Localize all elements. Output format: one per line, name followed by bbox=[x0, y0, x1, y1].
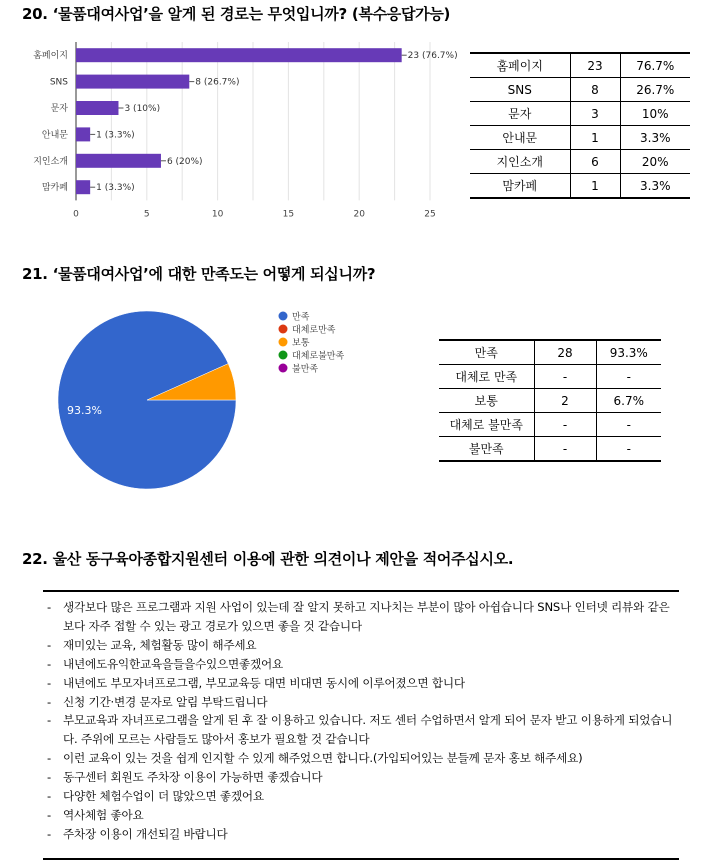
table-row bbox=[439, 365, 661, 389]
category-label: 안내문 bbox=[41, 130, 68, 141]
comment-item: - 재미있는 교육, 체험활동 많이 해주세요 bbox=[47, 636, 679, 655]
comment-item: - 내년에도 부모자녀프로그램, 부모교육등 대면 비대면 동시에 이루어졌으면 합니다 bbox=[47, 674, 679, 693]
category-label: 지인소개 bbox=[33, 156, 68, 167]
legend-marker bbox=[279, 351, 288, 360]
legend-label: 대체로만족 bbox=[292, 325, 336, 336]
pie-slice-label: 93.3% bbox=[67, 404, 102, 417]
legend-label: 대체로불만족 bbox=[292, 351, 345, 362]
legend-marker bbox=[279, 312, 288, 321]
table-cell: - bbox=[596, 437, 661, 462]
table-cell: 20% bbox=[620, 150, 690, 174]
table-cell: - bbox=[534, 365, 596, 389]
table-cell: 93.3% bbox=[596, 340, 661, 365]
q22-title: 22. 울산 동구육아종합지원센터 이용에 관한 의견이나 제안을 적어주십시오. bbox=[22, 550, 514, 568]
table-cell: 6 bbox=[570, 150, 620, 174]
table-row bbox=[470, 126, 690, 150]
table-cell: 6.7% bbox=[596, 389, 661, 413]
legend-marker bbox=[279, 364, 288, 373]
bar bbox=[76, 75, 189, 89]
table-cell: 26.7% bbox=[620, 78, 690, 102]
x-tick-label: 0 bbox=[73, 209, 79, 220]
q21-table bbox=[439, 339, 661, 462]
table-cell: 76.7% bbox=[620, 53, 690, 78]
table-row bbox=[470, 150, 690, 174]
table-cell: - bbox=[596, 365, 661, 389]
bar bbox=[76, 127, 90, 141]
table-cell: - bbox=[534, 413, 596, 437]
table-cell: 안내문 bbox=[470, 126, 570, 150]
legend-marker bbox=[279, 325, 288, 334]
table-cell: 불만족 bbox=[439, 437, 534, 462]
comment-item: - 주차장 이용이 개선되길 바랍니다 bbox=[47, 825, 679, 844]
legend-label: 보통 bbox=[292, 338, 310, 349]
q20-bar-chart bbox=[30, 30, 458, 220]
table-row bbox=[439, 340, 661, 365]
q21-title: 21. ‘물품대여사업’에 대한 만족도는 어떻게 되십니까? bbox=[22, 265, 376, 283]
data-label: 8 (26.7%) bbox=[195, 77, 240, 88]
comment-item: - 내년에도유익한교육을들을수있으면좋겠어요 bbox=[47, 655, 679, 674]
comment-item: - 부모교육과 자녀프로그램을 알게 된 후 잘 이용하고 있습니다. 저도 센터 수업하면서 알게 되어 문자 받고 이용하게 되었습니다. 주위에 모르는 사람들도 많아서 홍보가 필요할 것 같습니다 bbox=[47, 711, 679, 749]
comment-item: - 신청 기간·변경 문자로 알림 부탁드립니다 bbox=[47, 693, 679, 712]
table-cell: 홈페이지 bbox=[470, 53, 570, 78]
bar bbox=[76, 101, 118, 115]
table-cell: 맘카페 bbox=[470, 174, 570, 199]
table-cell: 28 bbox=[534, 340, 596, 365]
table-cell: 1 bbox=[570, 174, 620, 199]
table-cell: 3 bbox=[570, 102, 620, 126]
bar bbox=[76, 180, 90, 194]
table-cell: 8 bbox=[570, 78, 620, 102]
table-cell: 1 bbox=[570, 126, 620, 150]
table-row bbox=[439, 413, 661, 437]
table-row bbox=[470, 174, 690, 199]
data-label: 6 (20%) bbox=[166, 156, 203, 167]
data-label: 1 (3.3%) bbox=[96, 130, 135, 141]
x-tick-label: 15 bbox=[282, 209, 295, 220]
table-cell: 3.3% bbox=[620, 174, 690, 199]
table-cell: - bbox=[534, 437, 596, 462]
table-row bbox=[439, 437, 661, 462]
comment-item: - 이런 교육이 있는 것을 쉽게 인지할 수 있게 해주었으면 합니다.(가입되어있는 분들께 문자 홍보 해주세요) bbox=[47, 749, 679, 768]
category-label: 맘카페 bbox=[41, 183, 68, 194]
legend-label: 만족 bbox=[292, 312, 310, 323]
category-label: 홈페이지 bbox=[33, 51, 68, 62]
table-row bbox=[470, 102, 690, 126]
category-label: SNS bbox=[49, 77, 68, 88]
legend-marker bbox=[279, 338, 288, 347]
table-cell: SNS bbox=[470, 78, 570, 102]
bar bbox=[76, 48, 402, 62]
comment-item: - 생각보다 많은 프로그램과 지원 사업이 있는데 잘 알지 못하고 지나치는 부분이 많아 아쉽습니다 SNS나 인터넷 리뷰와 같은 보다 자주 접할 수 있는 광고 경로가 있으면 좋을 것 같습니다 bbox=[47, 598, 679, 636]
comment-item: - 다양한 체험수업이 더 많았으면 좋겠어요 bbox=[47, 787, 679, 806]
table-cell: 대체로 불만족 bbox=[439, 413, 534, 437]
x-tick-label: 20 bbox=[353, 209, 365, 220]
data-label: 3 (10%) bbox=[124, 104, 161, 114]
table-cell: 만족 bbox=[439, 340, 534, 365]
legend-label: 불만족 bbox=[292, 364, 319, 375]
q21-pie-chart bbox=[40, 300, 380, 510]
comments-list bbox=[43, 592, 679, 844]
table-row bbox=[470, 78, 690, 102]
table-cell: 보통 bbox=[439, 389, 534, 413]
bar bbox=[76, 154, 161, 168]
comment-item: - 역사체험 좋아요 bbox=[47, 806, 679, 825]
table-cell: 지인소개 bbox=[470, 150, 570, 174]
table-cell: 3.3% bbox=[620, 126, 690, 150]
table-cell: 문자 bbox=[470, 102, 570, 126]
table-cell: 10% bbox=[620, 102, 690, 126]
table-cell: 대체로 만족 bbox=[439, 365, 534, 389]
data-label: 1 (3.3%) bbox=[96, 183, 135, 194]
comment-item: - 동구센터 회원도 주차장 이용이 가능하면 좋겠습니다 bbox=[47, 768, 679, 787]
table-row bbox=[470, 53, 690, 78]
table-cell: - bbox=[596, 413, 661, 437]
table-cell: 23 bbox=[570, 53, 620, 78]
x-tick-label: 10 bbox=[211, 209, 224, 220]
table-row bbox=[439, 389, 661, 413]
table-cell: 2 bbox=[534, 389, 596, 413]
x-tick-label: 25 bbox=[424, 209, 436, 220]
q20-title: 20. ‘물품대여사업’을 알게 된 경로는 무엇입니까? (복수응답가능) bbox=[22, 5, 451, 23]
category-label: 문자 bbox=[50, 104, 68, 114]
x-tick-label: 5 bbox=[143, 209, 150, 220]
comments-box bbox=[43, 590, 679, 860]
q20-table bbox=[470, 52, 690, 199]
data-label: 23 (76.7%) bbox=[407, 51, 458, 62]
